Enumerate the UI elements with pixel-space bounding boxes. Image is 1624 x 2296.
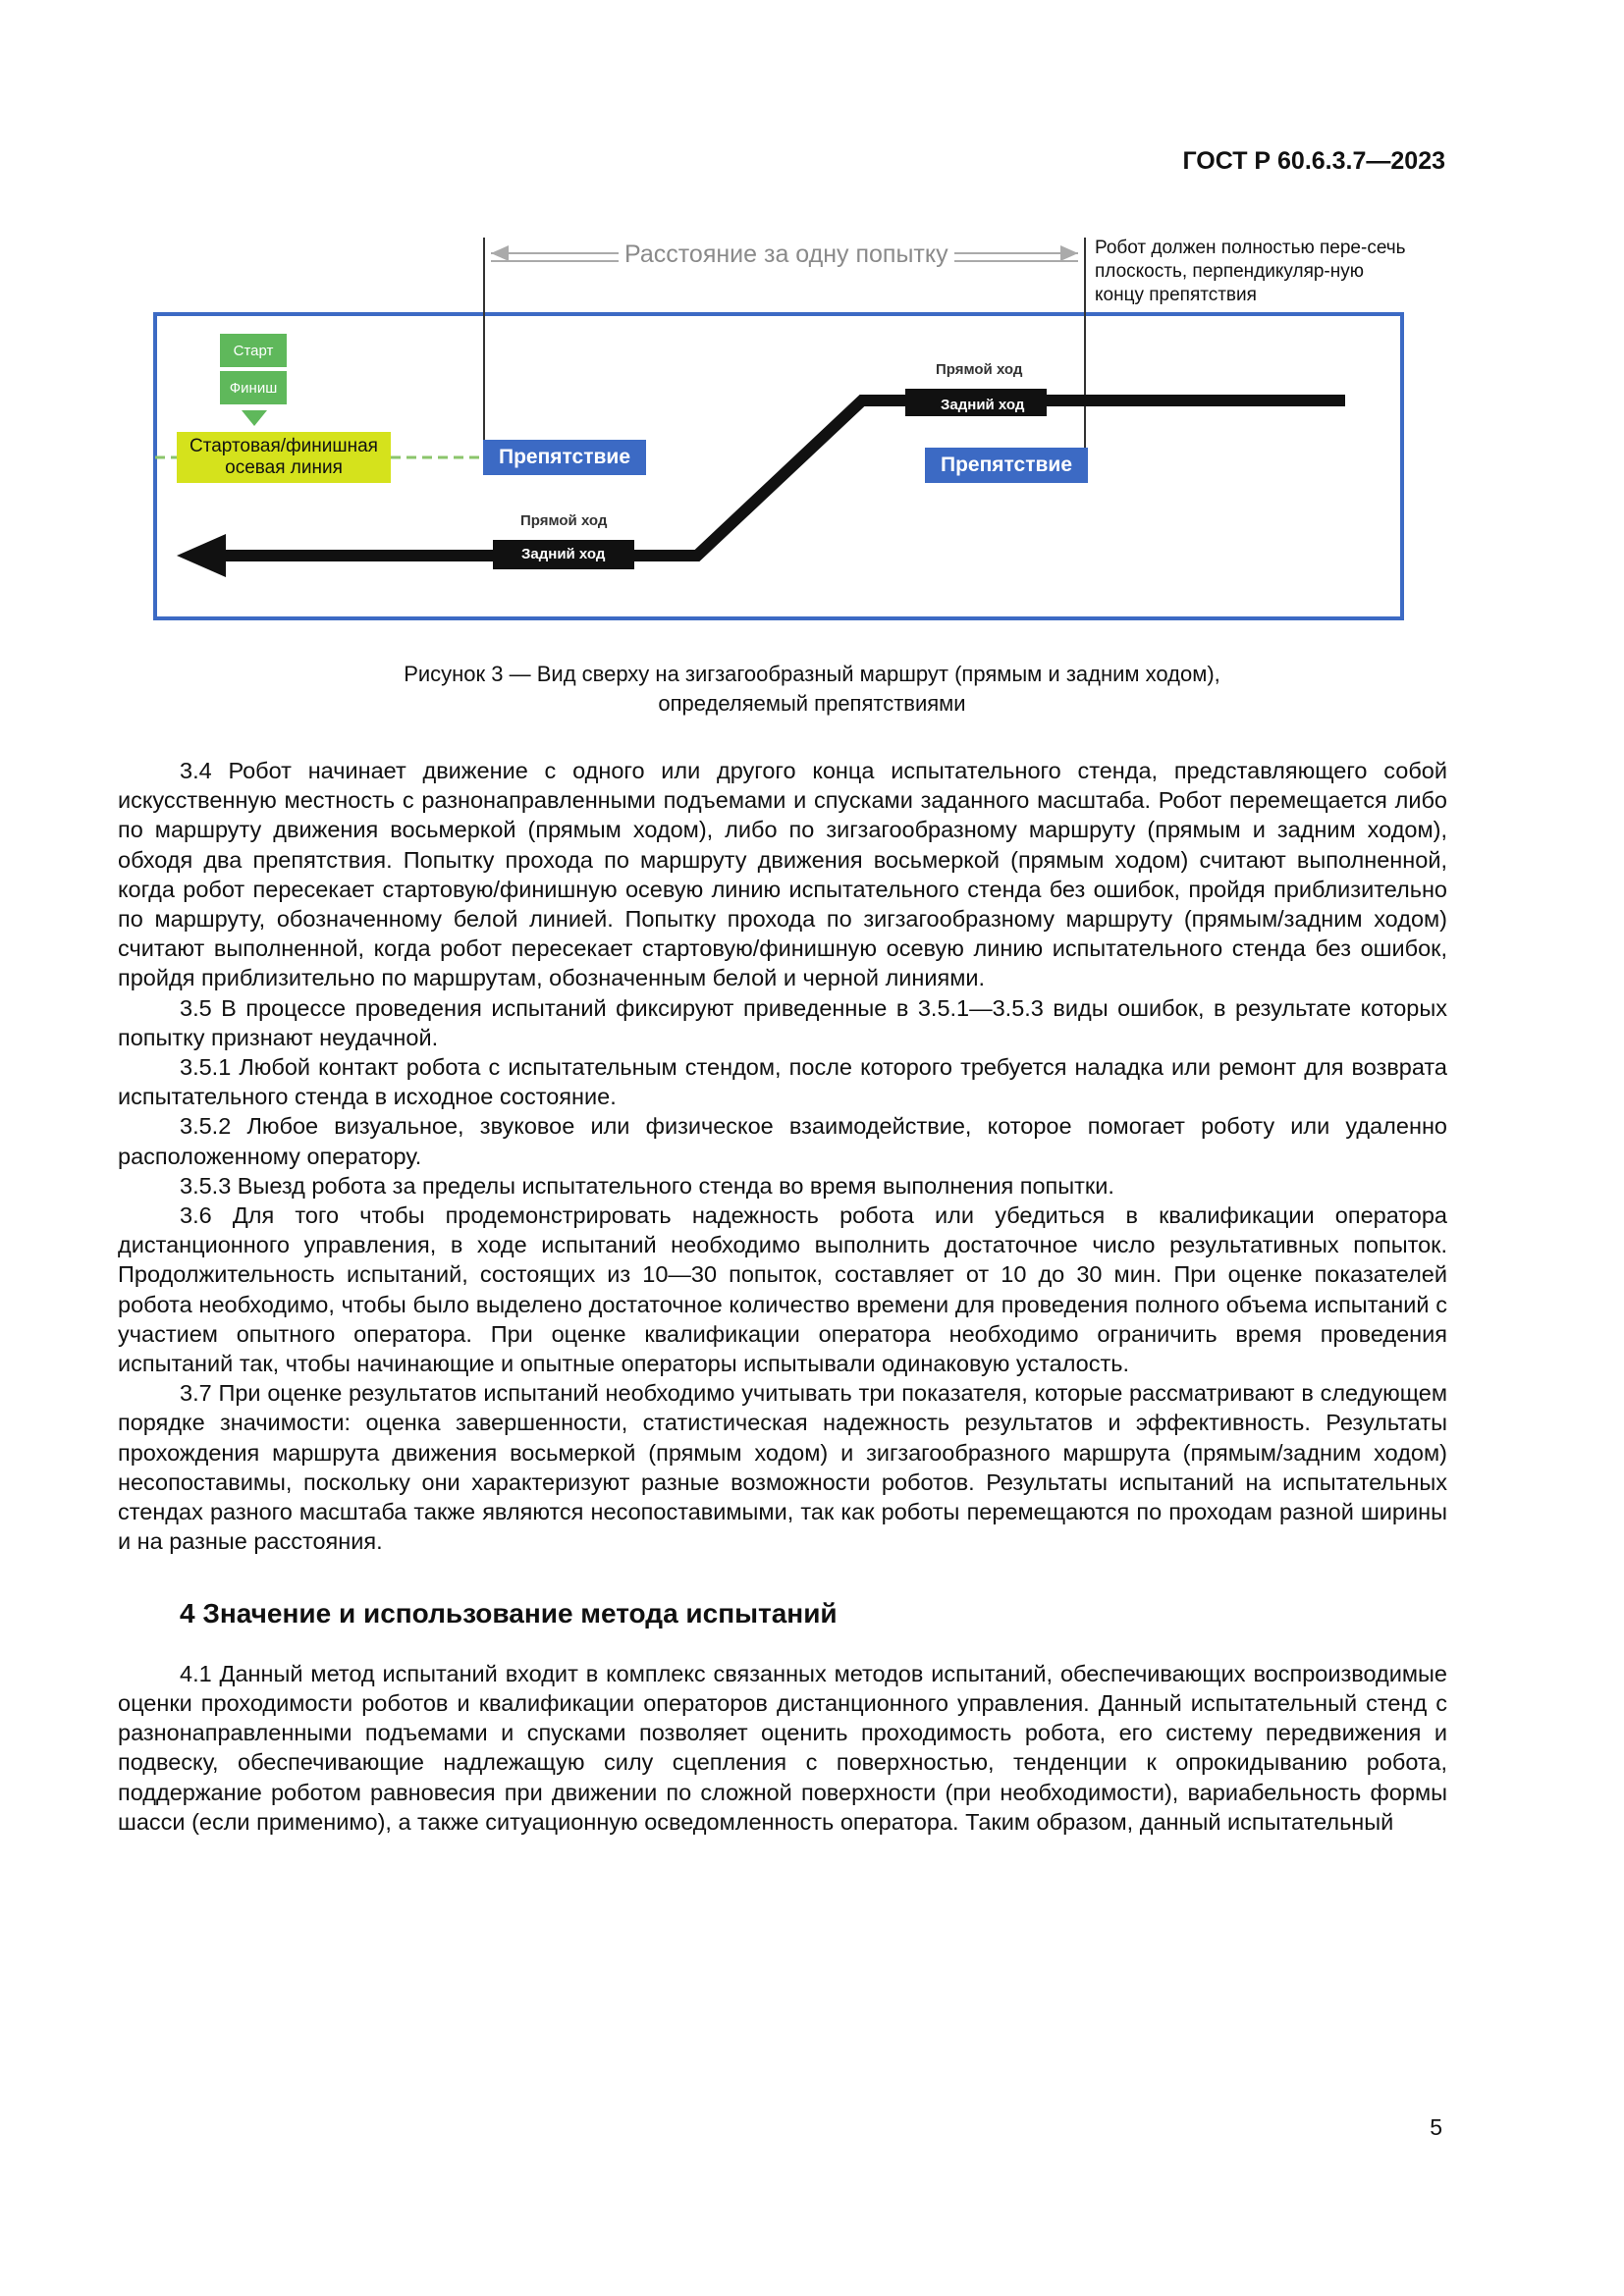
route-direction-arrow bbox=[177, 534, 226, 577]
obstacle-1: Препятствие bbox=[483, 440, 646, 475]
paragraph-3-5-1: 3.5.1 Любой контакт робота с испытательным стендом, после которого требуется наладка или ремонт для возврата испытательного стенда в исходное состояние. bbox=[118, 1054, 1447, 1110]
figure-caption bbox=[0, 660, 1624, 719]
paragraph-3-5-2: 3.5.2 Любое визуальное, звуковое или физическое взаимодействие, которое помогает роботу или удаленно расположенному оператору. bbox=[118, 1113, 1447, 1169]
paragraph-3-6: 3.6 Для того чтобы продемонстрировать надежность робота или убедиться в квалификации оператора дистанционного управления, в ходе испытаний необходимо выполнить достаточное число результативных попыток. Продолжительность испытаний, состоящих из 10—30 попыток, составляет от 10 до 30 мин. При оценке показателей робота необходимо, чтобы было выделено достаточное количество времени для проведения полного объема испытаний с участием опытного оператора. При оценке квалификации оператора необходимо ограничить время проведения испытаний так, чтобы начинающие и опытные операторы испытывали одинаковую усталость. bbox=[118, 1202, 1447, 1377]
paragraph-3-7: 3.7 При оценке результатов испытаний необходимо учитывать три показателя, которые рассматривают в следующем порядке значимости: оценка завершенности, статистическая надежность результатов и эффективность. Результаты прохождения маршрута движения восьмеркой (прямым ходом) и зигзагообразного маршрута (прямым/задним ходом) несопоставимы, поскольку они характеризуют разные возможности роботов. Результаты испытаний на испытательных стендах разного масштаба также являются несопоставимыми, так как роботы перемещаются по проходам разной ширины и на разные расстояния. bbox=[118, 1380, 1447, 1555]
down-arrow-icon bbox=[242, 410, 267, 426]
section-4-heading: 4 Значение и использование метода испытаний bbox=[180, 1598, 838, 1629]
document-header: ГОСТ Р 60.6.3.7—2023 bbox=[1182, 147, 1445, 175]
axis-line-label: Стартовая/финишная осевая линия bbox=[177, 432, 391, 483]
finish-box: Финиш bbox=[220, 371, 287, 404]
reverse-label-2: Задний ход bbox=[941, 397, 1025, 413]
paragraph-4-1: 4.1 Данный метод испытаний входит в комплекс связанных методов испытаний, обеспечивающих воспроизводимые оценки проходимости роботов и квалификации операторов дистанционного управления. Данный испытательный стенд с разнонаправленными подъемами и спусками позволяет оценить проходимость робота, его систему передвижения и подвеску, обеспечивающие надлежащую силу сцепления с поверхностью, тенденции к опрокидыванию робота, поддержание роботом равновесия при движении по сложной поверхности (при необходимости), вариабельность формы шасси (если применимо), а также ситуационную осведомленность оператора. Таким образом, данный испытательный bbox=[118, 1660, 1447, 1835]
forward-label-1: Прямой ход bbox=[520, 512, 608, 529]
forward-label-2: Прямой ход bbox=[936, 361, 1023, 378]
robot-note: Робот должен полностью пере-сечь плоскость, перпендикуляр-ную концу препятствия bbox=[1095, 238, 1406, 305]
caption-line-1: Рисунок 3 — Вид сверху на зигзагообразный маршрут (прямым и задним ходом), bbox=[404, 662, 1220, 686]
figure-zigzag-route bbox=[147, 232, 1424, 624]
paragraph-3-5: 3.5 В процессе проведения испытаний фиксируют приведенные в 3.5.1—3.5.3 виды ошибок, в результате которых попытку признают неудачной. bbox=[118, 994, 1447, 1050]
start-box: Старт bbox=[220, 334, 287, 367]
page-number: 5 bbox=[1430, 2114, 1442, 2140]
paragraph-3-5-3: 3.5.3 Выезд робота за пределы испытательного стенда во время выполнения попытки. bbox=[180, 1172, 1114, 1199]
reverse-label-1: Задний ход bbox=[521, 546, 606, 562]
paragraph-3-4: 3.4 Робот начинает движение с одного или другого конца испытательного стенда, представляющего собой искусственную местность с разнонаправленными подъемами и спусками заданного масштаба. Робот перемещается либо по маршруту движения восьмеркой (прямым ходом), либо по зигзагообразному маршруту (прямым и задним ходом), обходя два препятствия. Попытку прохода по маршруту движения восьмеркой (прямым ходом) считают выполненной, когда робот пересекает стартовую/финишную осевую линию испытательного стенда без ошибок, пройдя приблизительно по маршруту, обозначенному белой линией. Попытку прохода по зигзагообразному маршруту (прямым/задним ходом) считают выполненной, когда робот пересекает стартовую/финишную осевую линию испытательного стенда без ошибок, пройдя приблизительно по маршрутам, обозначенным белой и черной линиями. bbox=[118, 758, 1447, 991]
distance-label: Расстояние за одну попытку bbox=[619, 243, 954, 265]
caption-line-2: определяемый препятствиями bbox=[658, 691, 966, 716]
body-text bbox=[118, 756, 1447, 1837]
obstacle-2: Препятствие bbox=[925, 448, 1088, 483]
